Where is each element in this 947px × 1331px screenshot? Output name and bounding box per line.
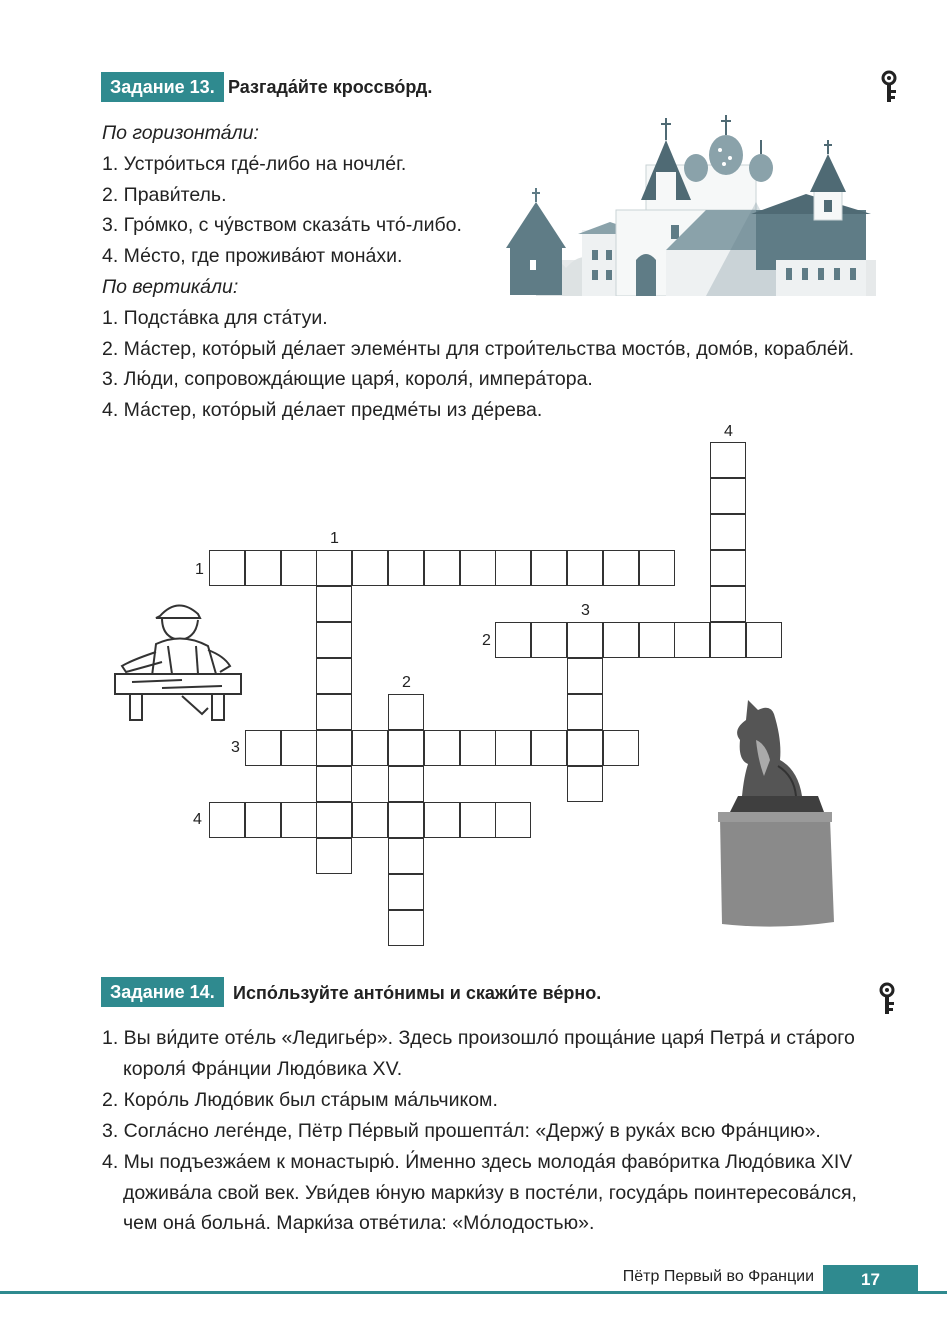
crossword-cell[interactable] [460, 802, 496, 838]
crossword-number-horizontal-4: 4 [193, 811, 202, 828]
crossword-number-horizontal-1: 1 [195, 561, 204, 578]
vertical-clue: 4. Ма́стер, кото́рый де́лает предме́ты из де́рева. [102, 399, 543, 421]
crossword-cell[interactable] [567, 622, 603, 658]
task14-line: короля́ Фра́нции Людо́вика XV. [123, 1058, 403, 1080]
crossword-cell[interactable] [316, 802, 352, 838]
crossword-cell[interactable] [388, 766, 424, 802]
vertical-heading: По вертика́ли: [102, 276, 239, 298]
crossword-cell[interactable] [495, 622, 531, 658]
crossword-cell[interactable] [567, 694, 603, 730]
footer-rule [0, 1291, 947, 1294]
crossword-cell[interactable] [710, 514, 746, 550]
crossword-cell[interactable] [388, 730, 424, 766]
monastery-illustration [506, 110, 876, 296]
crossword-number-vertical-1: 1 [330, 530, 339, 547]
task14-line: 2. Коро́ль Людо́вик был ста́рым ма́льчиком. [102, 1089, 498, 1111]
crossword-cell[interactable] [424, 802, 460, 838]
crossword-cell[interactable] [531, 730, 567, 766]
crossword-cell[interactable] [316, 838, 352, 874]
crossword-cell[interactable] [460, 550, 496, 586]
task14-title: Испо́льзуйте анто́нимы и скажи́те ве́рно. [233, 983, 602, 1003]
horizontal-clue: 4. Ме́сто, где прожива́ют мона́хи. [102, 245, 403, 267]
task14-line: чем она́ больна́. Марки́за отве́тила: «Мо́лодостью». [123, 1212, 595, 1234]
crossword-cell[interactable] [567, 550, 603, 586]
crossword-cell[interactable] [245, 802, 281, 838]
crossword-cell[interactable] [424, 730, 460, 766]
crossword-cell[interactable] [674, 622, 710, 658]
task14-line: 3. Согла́сно леге́нде, Пётр Пе́рвый прошепта́л: «Держу́ в рука́х всю Фра́нцию». [102, 1120, 821, 1142]
horizontal-heading: По горизонта́ли: [102, 122, 259, 144]
crossword-cell[interactable] [316, 658, 352, 694]
crossword-cell[interactable] [710, 586, 746, 622]
crossword-cell[interactable] [639, 550, 675, 586]
crossword-cell[interactable] [281, 550, 317, 586]
crossword-cell[interactable] [316, 586, 352, 622]
crossword-cell[interactable] [567, 730, 603, 766]
crossword-cell[interactable] [710, 550, 746, 586]
crossword-cell[interactable] [746, 622, 782, 658]
crossword-cell[interactable] [352, 730, 388, 766]
crossword-cell[interactable] [281, 730, 317, 766]
task14-line: 1. Вы ви́дите оте́ль «Ледигье́р». Здесь произошло́ проща́ние царя́ Петра́ и ста́рого [102, 1027, 855, 1049]
key-icon [876, 982, 898, 1016]
crossword-cell[interactable] [531, 622, 567, 658]
crossword-cell[interactable] [388, 550, 424, 586]
crossword-cell[interactable] [710, 622, 746, 658]
task14-line: дожива́ла свой век. Уви́дев ю́ную марки́зу в посте́ли, госуда́рь поинтересова́лся, [123, 1182, 857, 1204]
crossword-number-horizontal-2: 2 [482, 632, 491, 649]
crossword-number-vertical-2: 2 [402, 674, 411, 691]
crossword-number-vertical-4: 4 [724, 423, 733, 440]
crossword-cell[interactable] [388, 838, 424, 874]
crossword-cell[interactable] [603, 622, 639, 658]
crossword-cell[interactable] [495, 802, 531, 838]
horizontal-clue: 3. Гро́мко, с чу́вством сказа́ть что́-либо. [102, 214, 462, 236]
crossword-cell[interactable] [388, 694, 424, 730]
crossword-cell[interactable] [531, 550, 567, 586]
crossword-cell[interactable] [316, 730, 352, 766]
crossword-cell[interactable] [603, 550, 639, 586]
task13-badge: Задание 13. [101, 72, 224, 102]
crossword-cell[interactable] [495, 730, 531, 766]
task14-line: 4. Мы подъезжа́ем к монастырю́. И́менно здесь молода́я фаво́ритка Людо́вика XIV [102, 1151, 853, 1173]
crossword-cell[interactable] [388, 874, 424, 910]
crossword-cell[interactable] [245, 730, 281, 766]
vertical-clue: 3. Лю́ди, сопровожда́ющие царя́, короля́, импера́тора. [102, 368, 593, 390]
crossword-cell[interactable] [460, 730, 496, 766]
footer-title: Пётр Первый во Франции [622, 1268, 814, 1285]
crossword-cell[interactable] [209, 802, 245, 838]
horizontal-clue: 1. Устро́иться где́-либо на ночле́г. [102, 153, 407, 175]
dog-statue-illustration [718, 700, 836, 930]
crossword-cell[interactable] [424, 550, 460, 586]
crossword-cell[interactable] [388, 910, 424, 946]
task14-badge: Задание 14. [101, 977, 224, 1007]
task13-title: Разгада́йте кроссво́рд. [228, 77, 433, 97]
crossword-cell[interactable] [567, 658, 603, 694]
crossword-cell[interactable] [710, 478, 746, 514]
crossword-cell[interactable] [281, 802, 317, 838]
crossword-cell[interactable] [245, 550, 281, 586]
vertical-clue: 1. Подста́вка для ста́туи. [102, 307, 328, 329]
crossword-cell[interactable] [352, 550, 388, 586]
crossword-cell[interactable] [495, 550, 531, 586]
carpenter-illustration [112, 596, 244, 722]
horizontal-clue: 2. Прави́тель. [102, 184, 227, 206]
crossword-number-horizontal-3: 3 [231, 739, 240, 756]
crossword-cell[interactable] [316, 694, 352, 730]
crossword-cell[interactable] [639, 622, 675, 658]
crossword-cell[interactable] [316, 766, 352, 802]
crossword-cell[interactable] [316, 550, 352, 586]
crossword-cell[interactable] [603, 730, 639, 766]
vertical-clue: 2. Ма́стер, кото́рый де́лает элеме́нты для строи́тельства мосто́в, домо́в, корабле́й. [102, 338, 855, 360]
crossword-number-vertical-3: 3 [581, 602, 590, 619]
crossword-cell[interactable] [567, 766, 603, 802]
crossword-cell[interactable] [316, 622, 352, 658]
crossword-cell[interactable] [352, 802, 388, 838]
crossword-cell[interactable] [388, 802, 424, 838]
crossword-cell[interactable] [209, 550, 245, 586]
crossword-cell[interactable] [710, 442, 746, 478]
page-number: 17 [823, 1265, 918, 1294]
key-icon [878, 70, 900, 104]
